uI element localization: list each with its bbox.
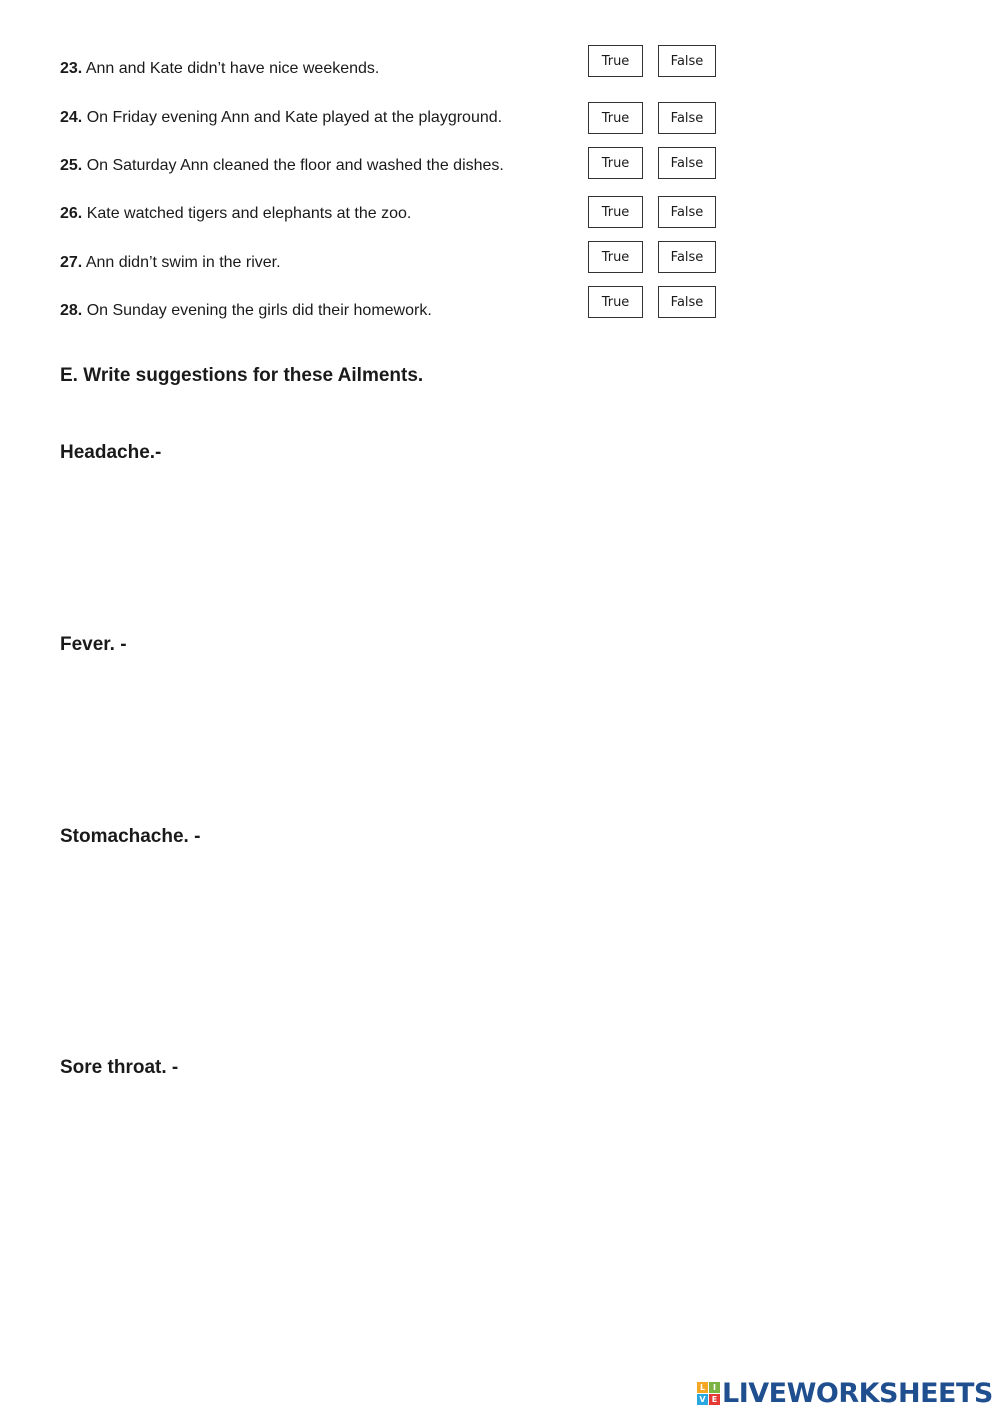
true-option-27[interactable]: True [588,241,643,273]
question-text: On Saturday Ann cleaned the floor and washed the dishes. [82,157,504,174]
ailment-fever-label: Fever. - [60,634,127,655]
false-option-28[interactable]: False [658,286,716,318]
ailment-stomachache-label: Stomachache. - [60,826,201,847]
true-option-25[interactable]: True [588,147,643,179]
headache-answer-area[interactable] [60,475,940,615]
ailment-sore-throat-label: Sore throat. - [60,1057,179,1078]
sore-throat-answer-area[interactable] [60,1090,940,1350]
false-option-25[interactable]: False [658,147,716,179]
question-25 [60,157,504,175]
question-27 [60,254,281,272]
question-number: 26. [60,205,83,222]
ailment-headache-label: Headache.- [60,442,162,463]
stomachache-answer-area[interactable] [60,859,940,1039]
logo-mark-letter: L [697,1382,708,1393]
question-23 [60,60,379,78]
question-26 [60,205,411,223]
liveworksheets-logo [697,1376,993,1410]
question-text: Kate watched tigers and elephants at the zoo. [82,205,412,222]
question-number: 25. [60,157,83,174]
true-option-24[interactable]: True [588,102,643,134]
logo-mark-letter: E [709,1394,720,1405]
question-text: Ann didn’t swim in the river. [82,254,281,271]
question-number: 27. [60,254,83,271]
logo-text: LIVEWORKSHEETS [722,1377,993,1409]
question-number: 28. [60,302,83,319]
false-option-23[interactable]: False [658,45,716,77]
fever-answer-area[interactable] [60,667,940,807]
true-option-23[interactable]: True [588,45,643,77]
logo-mark-letter: V [697,1394,708,1405]
logo-mark-letter: I [709,1382,720,1393]
false-option-27[interactable]: False [658,241,716,273]
question-text: On Sunday evening the girls did their homework. [82,302,432,319]
false-option-26[interactable]: False [658,196,716,228]
question-text: Ann and Kate didn’t have nice weekends. [82,60,380,77]
question-28 [60,302,432,320]
true-option-26[interactable]: True [588,196,643,228]
question-24 [60,109,502,127]
question-number: 24. [60,109,83,126]
section-e-heading: E. Write suggestions for these Ailments. [60,365,424,386]
question-number: 23. [60,60,83,77]
question-text: On Friday evening Ann and Kate played at the playground. [82,109,503,126]
false-option-24[interactable]: False [658,102,716,134]
logo-mark-icon [697,1382,720,1405]
true-option-28[interactable]: True [588,286,643,318]
